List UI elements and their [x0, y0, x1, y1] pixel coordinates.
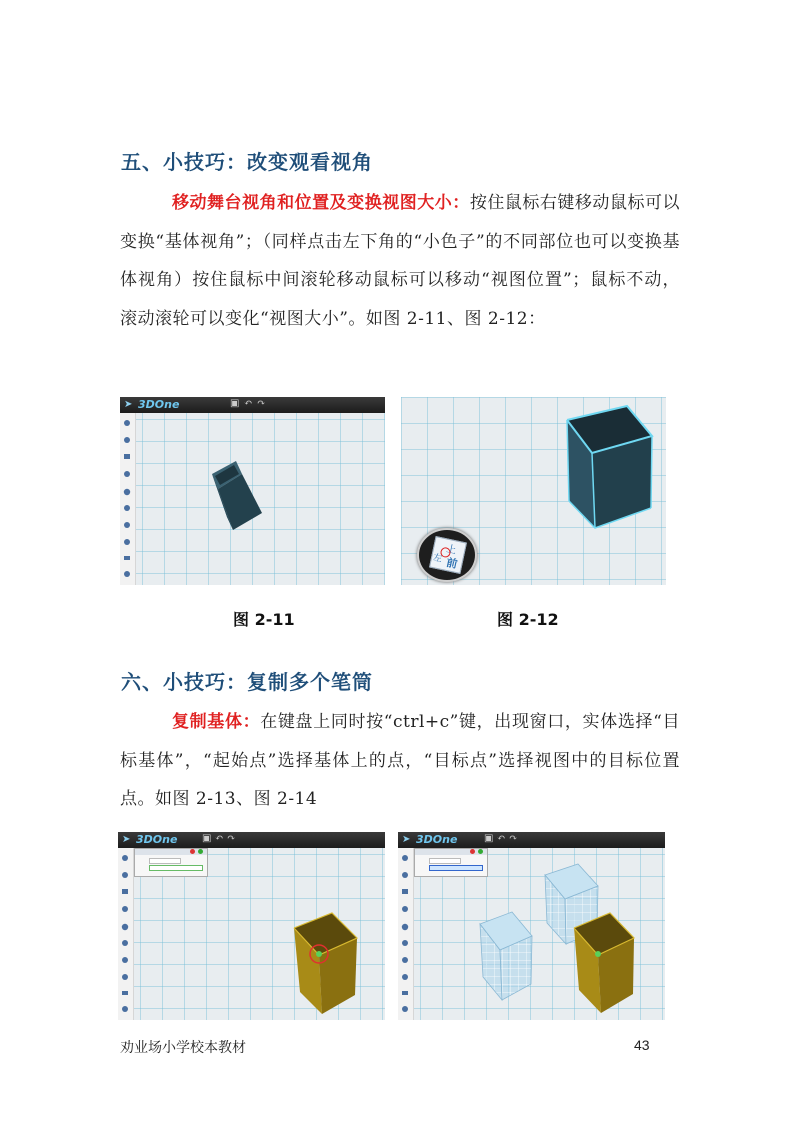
figure-2-11 [120, 397, 385, 585]
dice-label-top: 上 [445, 543, 458, 557]
section-5-paragraph [120, 184, 680, 338]
caption-figure-2-12: 图 2-12 [497, 610, 559, 629]
gold-pen-holder-box [118, 832, 385, 1020]
section-5-lead: 移动舞台视角和位置及变换视图大小： [172, 193, 470, 213]
view-dice-widget[interactable] [417, 528, 477, 582]
undo-icon: ↶ [497, 833, 506, 844]
section-heading-5: 五、小技巧：改变观看视角 [121, 150, 373, 174]
app-logo: 3DOne [136, 833, 178, 846]
app-logo: 3DOne [416, 833, 458, 846]
caption-figure-2-11: 图 2-11 [233, 610, 295, 629]
figure-2-14 [398, 832, 665, 1020]
section-heading-6: 六、小技巧：复制多个笔筒 [121, 670, 373, 694]
dice-label-front: 前 [445, 555, 459, 571]
footer-school-name: 劝业场小学校本教材 [120, 1040, 246, 1056]
paper-plane-icon: ➤ [122, 834, 131, 845]
dice-label-left: 左 [432, 553, 443, 565]
view-cube[interactable] [429, 536, 467, 574]
undo-icon: ↶ [244, 398, 253, 409]
app-logo: 3DOne [138, 398, 180, 411]
redo-icon: ↷ [257, 398, 266, 409]
save-icon: ▣ [202, 833, 212, 844]
paper-plane-icon: ➤ [402, 834, 411, 845]
section-6-body: 在键盘上同时按“ctrl+c”键，出现窗口，实体选择“目标基体”，“起始点”选择基体上的点，“目标点”选择视图中的目标位置点。如图 2-13、图 2-14 [120, 712, 680, 809]
section-6-lead: 复制基体： [172, 712, 261, 732]
section-6-paragraph [120, 703, 680, 819]
page-number: 43 [634, 1037, 650, 1053]
undo-icon: ↶ [215, 833, 224, 844]
section-5-body: 按住鼠标右键移动鼠标可以变换“基体视角”；（同样点击左下角的“小色子”的不同部位也可以变换基体视角）按住鼠标中间滚轮移动鼠标可以移动“视图位置”；鼠标不动，滚动滚轮可以变化“视图大小”。如图 2-11、图 2-12： [120, 193, 681, 329]
save-icon: ▣ [484, 833, 494, 844]
redo-icon: ↷ [227, 833, 236, 844]
redo-icon: ↷ [509, 833, 518, 844]
pen-holder-box-small [120, 397, 385, 585]
figure-2-12 [401, 397, 666, 585]
copied-boxes [398, 832, 665, 1020]
figure-2-13 [118, 832, 385, 1020]
paper-plane-icon: ➤ [124, 399, 133, 410]
save-icon: ▣ [230, 398, 240, 409]
